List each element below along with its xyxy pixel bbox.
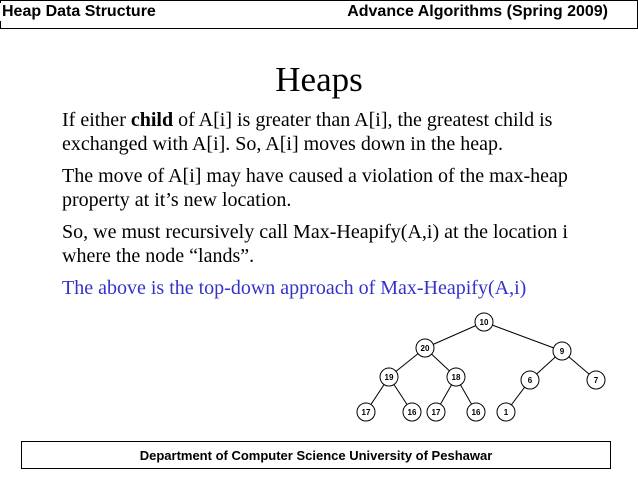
edge-10-9 xyxy=(484,322,562,351)
header-right-title: Advance Algorithms (Spring 2009) xyxy=(347,3,608,20)
tree-node-label: 16 xyxy=(471,408,481,417)
tree-node xyxy=(467,403,485,421)
tree-node-label: 7 xyxy=(593,376,599,385)
tree-node xyxy=(427,403,445,421)
tree-node-label: 9 xyxy=(559,347,565,356)
slide-title: Heaps xyxy=(275,60,363,99)
tree-edges xyxy=(366,322,596,412)
tree-node-label: 16 xyxy=(407,408,417,417)
header-left-title: Heap Data Structure xyxy=(2,3,156,20)
tree-node xyxy=(416,339,434,357)
footer-text: Department of Computer Science University of Peshawar xyxy=(139,448,493,463)
tree-node-label: 1 xyxy=(503,408,509,417)
tree-node xyxy=(553,342,571,360)
tree-node-label: 17 xyxy=(361,408,371,417)
tree-node xyxy=(475,313,493,331)
tree-node-label: 20 xyxy=(420,344,430,353)
bullet-4: The above is the top-down approach of Max-Heapify(A,i) xyxy=(62,277,527,299)
tree-node-label: 19 xyxy=(384,373,394,382)
bullet-2: The move of A[i] may have caused a violation of the max-heap property at it’s new location. xyxy=(62,165,568,211)
tree-node xyxy=(380,368,398,386)
tree-node xyxy=(447,368,465,386)
tree-node-label: 6 xyxy=(527,376,533,385)
tree-node xyxy=(403,403,421,421)
bullet-1: If either child of A[i] is greater than A[i], the greatest child is exchanged with A[i]. So, A[i] moves down in the heap. xyxy=(62,109,553,155)
footer-box xyxy=(21,441,611,469)
edge-10-20 xyxy=(425,322,484,348)
tree-node-label: 10 xyxy=(479,318,489,327)
tree-node xyxy=(497,403,515,421)
tree-node-label: 17 xyxy=(431,408,441,417)
tree-nodes xyxy=(357,313,605,421)
tree-node xyxy=(521,371,539,389)
tree-node-label: 18 xyxy=(451,373,461,382)
bold-child: child xyxy=(130,109,174,131)
bullet-3: So, we must recursively call Max-Heapify(A,i) at the location i where the node “lands”. xyxy=(62,221,568,267)
tree-node xyxy=(357,403,375,421)
tree-node xyxy=(587,371,605,389)
